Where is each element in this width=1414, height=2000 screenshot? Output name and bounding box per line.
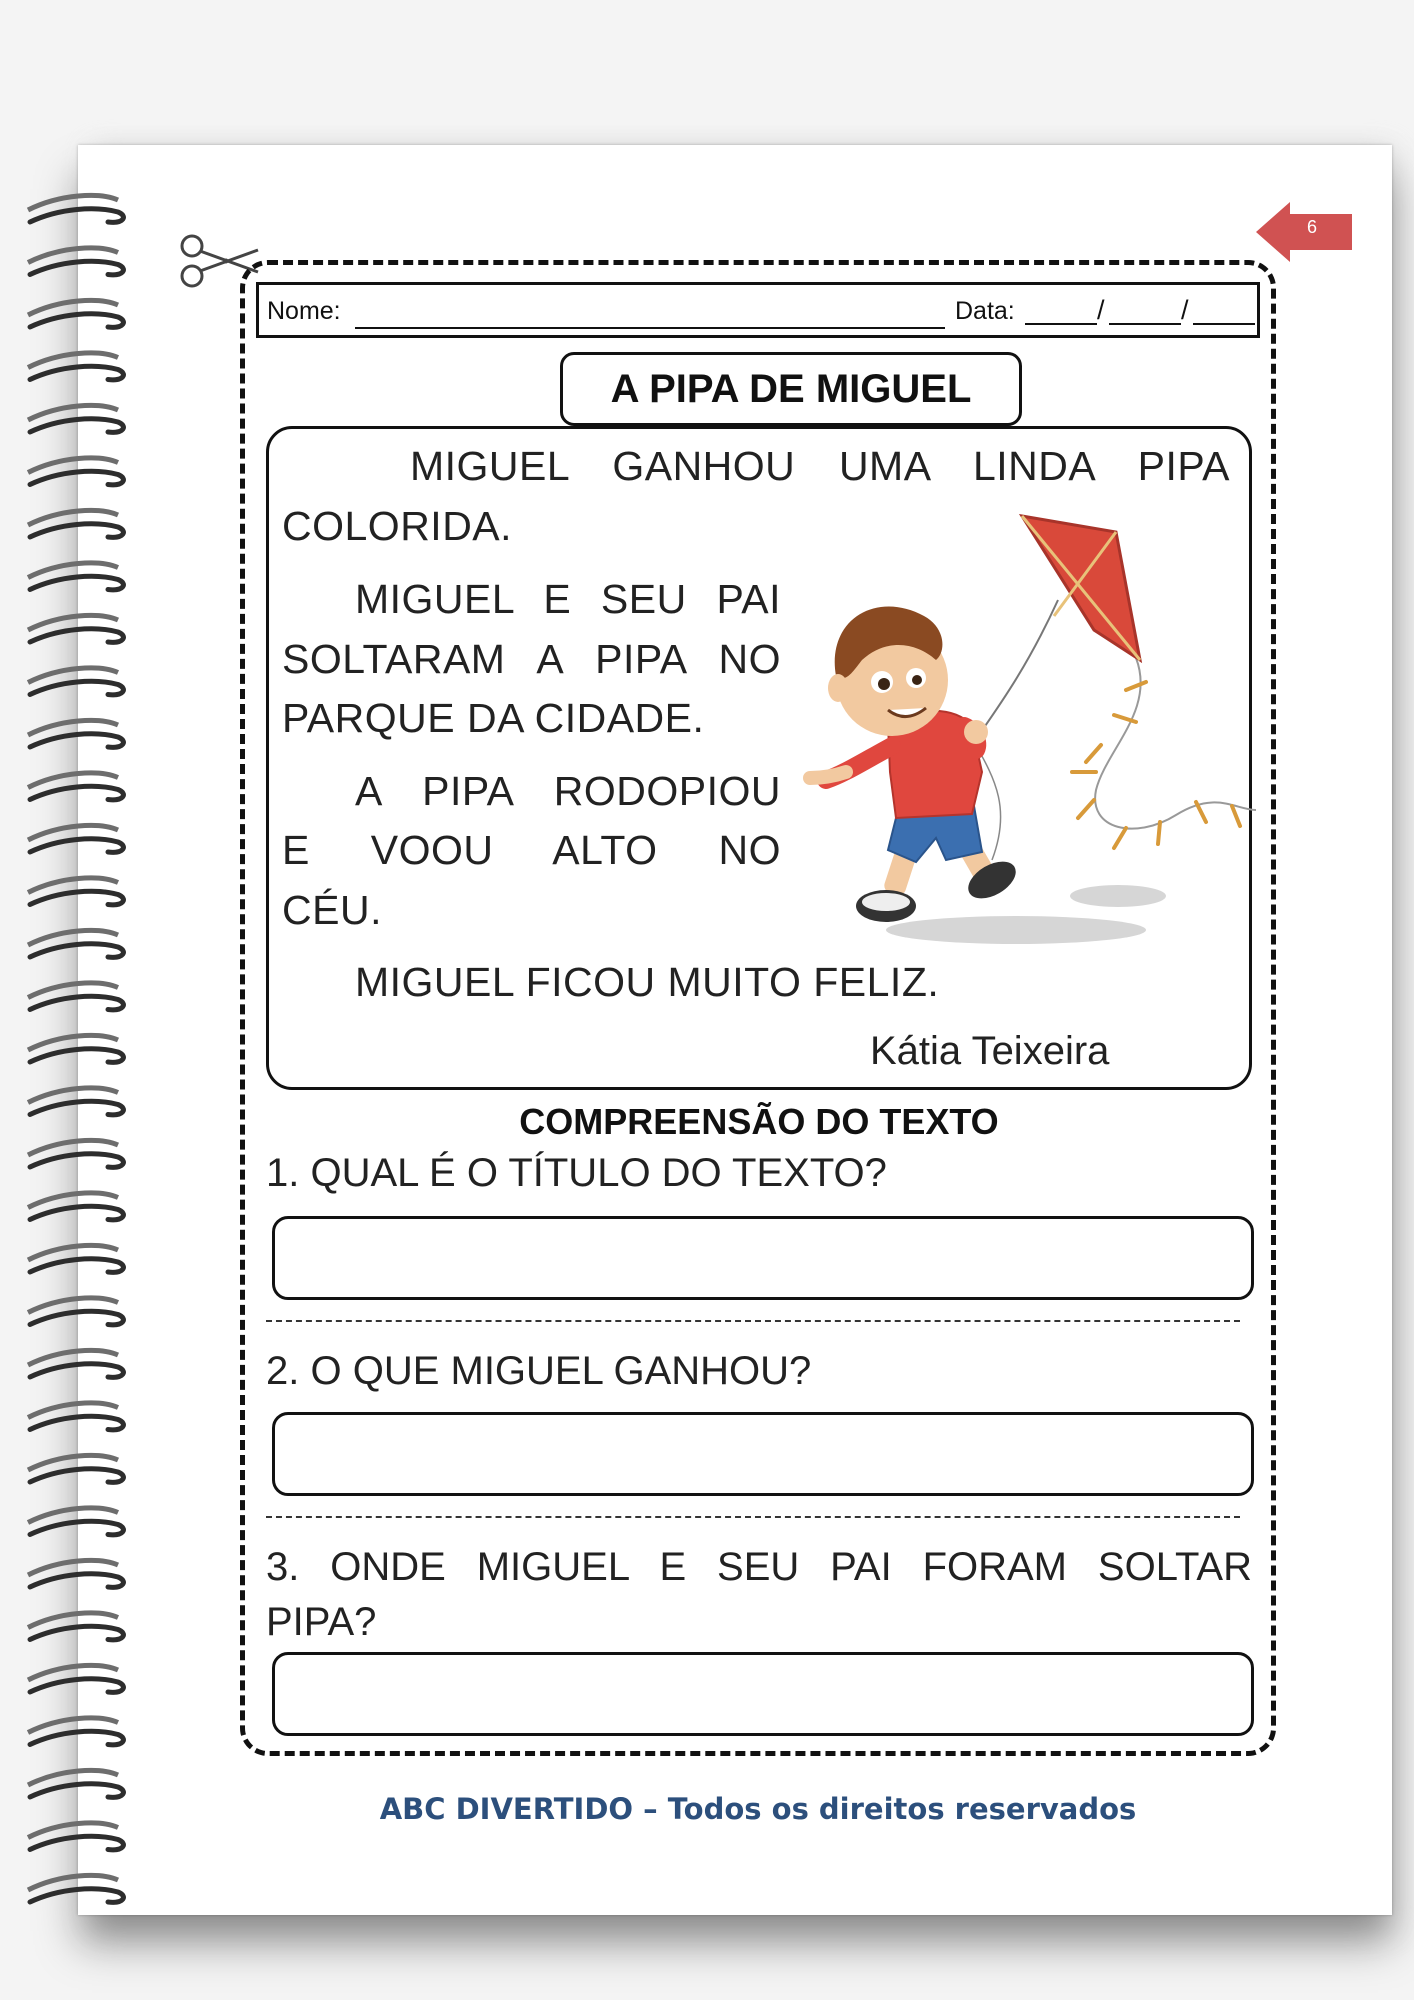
date-label: Data: — [955, 297, 1015, 325]
date-month-field[interactable] — [1109, 297, 1181, 325]
spiral-coil — [30, 209, 123, 223]
dashed-separator — [266, 1516, 1240, 1518]
story-line: MIGUEL FICOU MUITO FELIZ. — [355, 959, 940, 1005]
spiral-coil — [30, 786, 123, 800]
boy-flying-kite-illustration — [796, 510, 1266, 950]
story-line: SOLTARAM A PIPA NO — [282, 636, 781, 682]
story-title: A PIPA DE MIGUEL — [560, 352, 1022, 426]
spiral-coil — [30, 996, 123, 1010]
story-line: A PIPA RODOPIOU — [355, 768, 781, 814]
spiral-coil — [30, 1364, 123, 1378]
story-line: PARQUE DA CIDADE. — [282, 695, 705, 741]
spiral-coil — [30, 1521, 123, 1535]
name-field[interactable] — [355, 327, 945, 329]
spiral-coil — [30, 1784, 123, 1798]
date-day-field[interactable] — [1025, 297, 1097, 325]
story-line: MIGUEL E SEU PAI — [355, 576, 781, 622]
footer-copyright: ABC DIVERTIDO – Todos os direitos reservados — [379, 1792, 1137, 1826]
spiral-binding — [0, 0, 140, 2000]
page-number: 6 — [1306, 217, 1317, 237]
spiral-coil — [30, 261, 123, 275]
spiral-coil — [30, 524, 123, 538]
name-date-header — [256, 282, 1260, 338]
comprehension-title: COMPREENSÃO DO TEXTO — [519, 1101, 999, 1142]
date-year-field[interactable] — [1193, 297, 1255, 325]
story-author: Kátia Teixeira — [870, 1029, 1110, 1073]
spiral-coil — [30, 839, 123, 853]
spiral-coil — [30, 1416, 123, 1430]
spiral-coil — [30, 1731, 123, 1745]
spiral-coil — [30, 314, 123, 328]
answer-box-2[interactable] — [272, 1412, 1254, 1496]
story-line: MIGUEL GANHOU UMA LINDA PIPA — [410, 443, 1230, 489]
spiral-coil — [30, 1259, 123, 1273]
spiral-coil — [30, 366, 123, 380]
spiral-coil — [30, 1626, 123, 1640]
spiral-coil — [30, 1574, 123, 1588]
date-separator: / — [1181, 295, 1189, 325]
story-line: E VOOU ALTO NO — [282, 827, 781, 873]
story-line: COLORIDA. — [282, 503, 513, 549]
question-2: 2. O QUE MIGUEL GANHOU? — [266, 1349, 812, 1393]
date-separator: / — [1097, 295, 1105, 325]
spiral-coil — [30, 419, 123, 433]
spiral-coil — [30, 1889, 123, 1903]
dashed-separator — [266, 1320, 1240, 1322]
answer-box-1[interactable] — [272, 1216, 1254, 1300]
spiral-coil — [30, 944, 123, 958]
spiral-coil — [30, 681, 123, 695]
spiral-coil — [30, 734, 123, 748]
spiral-coil — [30, 471, 123, 485]
question-3-line-1: 3. ONDE MIGUEL E SEU PAI FORAM SOLTAR — [266, 1545, 1252, 1589]
answer-box-3[interactable] — [272, 1652, 1254, 1736]
spiral-coil — [30, 576, 123, 590]
spiral-coil — [30, 1049, 123, 1063]
name-label: Nome: — [267, 297, 341, 325]
question-1: 1. QUAL É O TÍTULO DO TEXTO? — [266, 1151, 887, 1195]
question-3-line-2: PIPA? — [266, 1600, 377, 1644]
spiral-coil — [30, 1679, 123, 1693]
spiral-coil — [30, 1101, 123, 1115]
spiral-coil — [30, 629, 123, 643]
spiral-coil — [30, 891, 123, 905]
spiral-coil — [30, 1154, 123, 1168]
spiral-coil — [30, 1311, 123, 1325]
story-line: CÉU. — [282, 887, 382, 933]
spiral-coil — [30, 1836, 123, 1850]
spiral-coil — [30, 1206, 123, 1220]
spiral-coil — [30, 1469, 123, 1483]
